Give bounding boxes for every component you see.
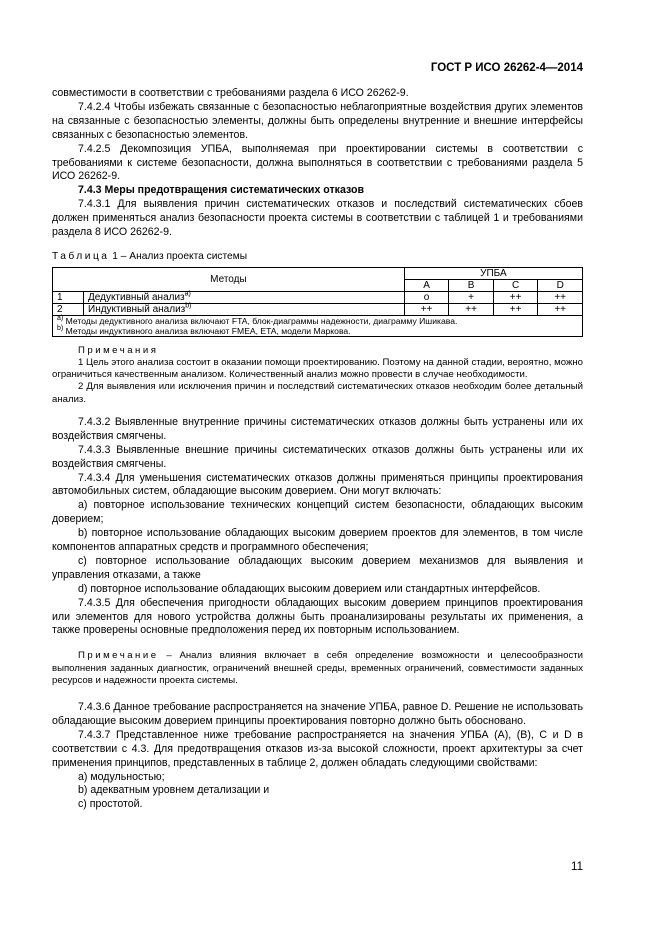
list-item: a) модульностью; bbox=[78, 770, 165, 783]
row-number: 1 bbox=[53, 291, 84, 303]
row-number: 2 bbox=[53, 303, 84, 315]
table-row bbox=[53, 291, 583, 303]
cell-value: ++ bbox=[449, 303, 494, 315]
table-row bbox=[53, 303, 583, 315]
paragraph-7-4-3-2: 7.4.3.2 Выявленные внутренние причины систематических отказов должны быть устранены или их воздействия смягчены. bbox=[52, 415, 583, 442]
cell-value: + bbox=[449, 291, 494, 303]
note-1: 1 Цель этого анализа состоит в оказании помощи проектированию. Поэтому на данной стадии, вероятно, можно ограничиться качественным анализом. Количественный анализ можно провести в случае необходимости. bbox=[52, 357, 583, 381]
list-item-b: b) повторное использование обладающих высоким доверием проектов для элементов, в том числе компонентов аппаратных средств и программного обеспечения; bbox=[52, 527, 583, 554]
method-name: Дедуктивный анализ$^{a)}$ bbox=[84, 291, 405, 303]
table-footnotes bbox=[53, 315, 583, 336]
cell-value: o bbox=[404, 291, 449, 303]
list-item-a: a) повторное использование технических концепций систем безопасности, обладающих высоким доверием; bbox=[52, 499, 583, 526]
page-number: 11 bbox=[571, 861, 583, 873]
upba-header: УПБА bbox=[404, 267, 582, 279]
paragraph-7-4-3-7: 7.4.3.7 Представленное ниже требование распространяется на значения УПБА (A), (B), C и D в соответствии с 4.3. Для предотвращения отказов из-за высокой сложности, проект архитектуры за счет применения принципов, представленных в таблице 2, должен обладать следующими свойствами: bbox=[52, 728, 583, 769]
note-text: Примечание – Анализ влияния включает в себя определение возможности и целесообразности выполнения заданных диагностик, ограничений внешней среды, временных ограничений, совместимости заданных ресурсов и надежности проекта системы. bbox=[52, 650, 583, 686]
list-item: c) простотой. bbox=[78, 798, 143, 811]
list-item: b) адекватным уровнем детализации и bbox=[78, 784, 270, 797]
footnote-a: $^{a)}$ Методы дедуктивного анализа включают FTA, блок-диаграммы надежности, диаграмму Ишикава. bbox=[57, 315, 458, 326]
level-header: C bbox=[493, 279, 538, 291]
paragraph-7-4-3-3: 7.4.3.3 Выявленные внешние причины систематических отказов должны быть устранены или их воздействия смягчены. bbox=[52, 443, 583, 470]
note-2: 2 Для выявления или исключения причин и последствий систематических отказов необходим более детальный анализ. bbox=[52, 381, 583, 405]
list-item-d: d) повторное использование обладающих высоким доверием или стандартных интерфейсов. bbox=[78, 582, 541, 595]
table-caption-word: Таблица bbox=[52, 250, 110, 262]
methods-header: Методы bbox=[53, 267, 405, 291]
cell-value: ++ bbox=[493, 291, 538, 303]
list-item-c: c) повторное использование обладающих высоким доверием механизмов для выявления и управления отказами, а также bbox=[52, 554, 583, 581]
paragraph-7-4-3-5: 7.4.3.5 Для обеспечения пригодности обладающих высоким доверием принципов проектирования или элементов для нового устройства должны быть проанализированы результаты их применения, а также проверены основные предположения перед их повторным использованием. bbox=[52, 596, 583, 637]
note-label: Примечание bbox=[78, 650, 159, 662]
table-caption-text: 1 – Анализ проекта системы bbox=[109, 250, 248, 262]
paragraph-continuation: совместимости в соответствии с требованиями раздела 6 ИСО 26262-9. bbox=[52, 87, 409, 99]
table-notes bbox=[52, 345, 583, 406]
level-header: D bbox=[538, 279, 583, 291]
cell-value: ++ bbox=[538, 303, 583, 315]
level-header: A bbox=[404, 279, 449, 291]
footnote-b: $^{b)}$ Методы индуктивного анализа включают FMEA, ETA, модели Маркова. bbox=[57, 325, 351, 336]
section-heading-7-4-3: 7.4.3 Меры предотвращения систематических отказов bbox=[78, 184, 364, 197]
system-design-analysis-table bbox=[52, 267, 583, 337]
paragraph-7-4-3-6: 7.4.3.6 Данное требование распространяется на значение УПБА, равное D. Решение не использовать обладающие высоким доверием принципы проектирования повторно должно быть обосновано. bbox=[52, 701, 583, 727]
table-caption bbox=[52, 250, 583, 264]
cell-value: ++ bbox=[493, 303, 538, 315]
method-name: Индуктивный анализ$^{b)}$ bbox=[84, 303, 405, 315]
cell-value: ++ bbox=[538, 291, 583, 303]
paragraph-7-4-2-4: 7.4.2.4 Чтобы избежать связанные с безопасностью неблагоприятные воздействия других элементов на связанные с безопасностью элементы, должны быть определены внутренние и внешние интерфейсы связанных с безопасностью элементов. bbox=[52, 100, 583, 141]
note-block bbox=[52, 650, 583, 687]
cell-value: ++ bbox=[404, 303, 449, 315]
document-header: ГОСТ Р ИСО 26262-4—2014 bbox=[430, 62, 583, 74]
page-body bbox=[52, 87, 583, 812]
level-header: B bbox=[449, 279, 494, 291]
paragraph-7-4-3-4: 7.4.3.4 Для уменьшения систематических отказов должны применяться принципы проектирования автомобильных систем, обладающие высоким доверием. Они могут включать: bbox=[52, 471, 583, 498]
paragraph-7-4-2-5: 7.4.2.5 Декомпозиция УПБА, выполняемая при проектировании системы в соответствии с требованиями к системе безопасности, должна выполняться в соответствии с требованиями раздела 5 ИСО 26262-9. bbox=[52, 142, 583, 183]
paragraph-7-4-3-1: 7.4.3.1 Для выявления причин систематических отказов и последствий систематических сбоев должен применяться анализ безопасности проекта системы в соответствии с таблицей 1 и требованиями раздела 8 ИСО 26262-9. bbox=[52, 198, 583, 239]
notes-title: Примечания bbox=[78, 344, 159, 356]
